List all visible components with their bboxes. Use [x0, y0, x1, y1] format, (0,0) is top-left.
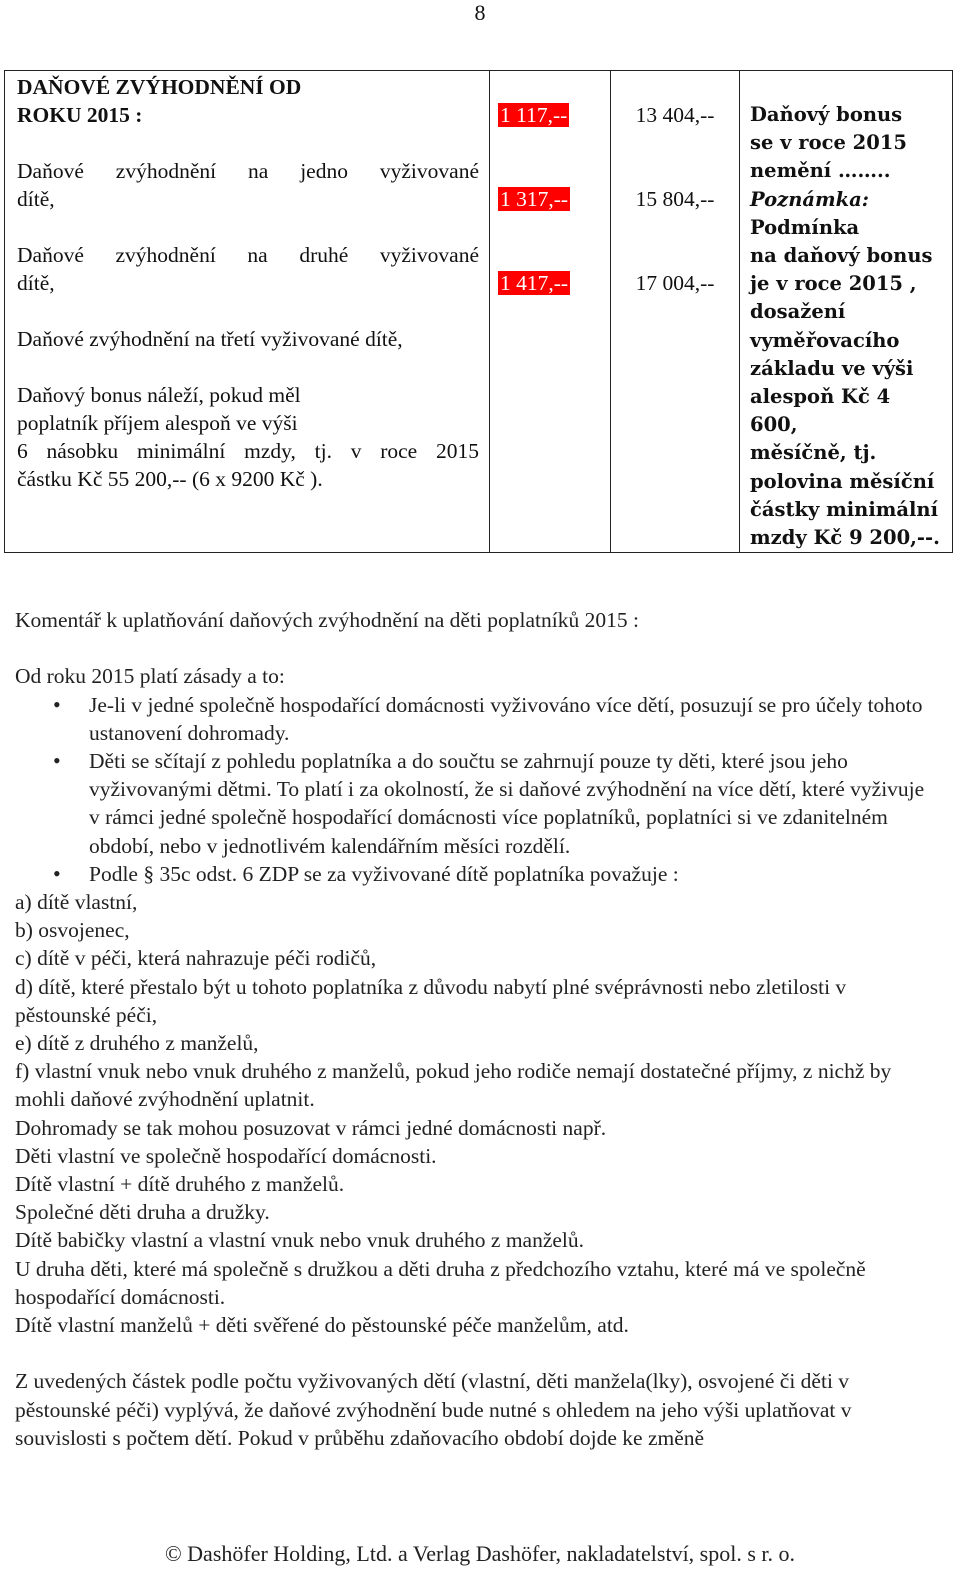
monthly-amount-cell: [490, 71, 611, 553]
yearly-amount-cell: [611, 71, 740, 553]
tax-benefit-table: [4, 70, 953, 553]
note-line-8: dosažení: [750, 300, 846, 324]
bonus-condition: Daňový bonus náleží, pokud měl poplatník příjem alespoň ve výši 6 násobku minimální mzdy, tj. v roce 2015 částku Kč 55 200,-- (6 x 9200 Kč ).: [17, 383, 479, 491]
household-example-2: Dítě vlastní + dítě druhého z manželů.: [15, 1172, 345, 1197]
household-example-6: Dítě vlastní manželů + děti svěřené do pěstounské péče manželům, atd.: [15, 1313, 629, 1338]
child-type-a: a) dítě vlastní,: [15, 890, 138, 915]
note-line-6: na daňový bonus: [750, 244, 933, 268]
note-line-1: Daňový bonus: [750, 103, 903, 126]
note-line-12: měsíčně, tj.: [750, 441, 877, 465]
note-cell: [740, 71, 953, 553]
household-example-4: Dítě babičky vlastní a vlastní vnuk nebo vnuk druhého z manželů.: [15, 1228, 585, 1253]
note-line-13: polovina měsíční: [750, 469, 935, 493]
household-example-3: Společné děti druha a družky.: [15, 1200, 270, 1225]
child-type-e: e) dítě z druhého z manželů,: [15, 1031, 259, 1056]
yearly-amount-3: 17 004,--: [635, 271, 715, 295]
row-1-label: Daňové zvýhodnění na jedno vyživované dítě,: [17, 159, 479, 211]
note-line-11: alespoň Kč 4 600,: [750, 385, 891, 437]
note-line-2: se v roce 2015: [750, 131, 907, 155]
monthly-amount-2: 1 317,--: [500, 187, 569, 211]
table-heading: [17, 73, 479, 129]
row-3-label: Daňové zvýhodnění na třetí vyživované dítě,: [17, 327, 403, 351]
page-number: 8: [474, 0, 486, 25]
note-line-9: vyměřovacího: [750, 328, 900, 352]
closing-paragraph: Z uvedených částek podle počtu vyživovaných dětí (vlastní, děti manžela(lky), osvojené či děti v pěstounské péči) vyplývá, že daňové zvýhodnění bude nutné s ohledem na jeho výši uplatňovat v souvislosti s počtem dětí. Pokud v průběhu zdaňovacího období dojde ke změně: [15, 1369, 852, 1450]
heading-line-1: DAŇOVÉ ZVÝHODNĚNÍ OD: [17, 75, 302, 99]
comment-intro: Od roku 2015 platí zásady a to:: [15, 664, 285, 689]
child-type-d: d) dítě, které přestalo být u tohoto poplatníka z důvodu nabytí plné svéprávnosti nebo zletilosti v pěstounské péči,: [15, 974, 847, 1027]
note-label: Poznámka:: [750, 187, 870, 211]
child-type-c: c) dítě v péči, která nahrazuje péči rodičů,: [15, 946, 377, 971]
child-type-f: f) vlastní vnuk nebo vnuk druhého z manželů, pokud jeho rodiče nemají dostatečné příjmy, z nichž by mohli daňové zvýhodnění uplatnit.: [15, 1059, 892, 1112]
note-line-7: je v roce 2015 ,: [750, 272, 917, 296]
household-example-1: Děti vlastní ve společně hospodařící domácnosti.: [15, 1143, 437, 1168]
rules-list: [15, 691, 935, 888]
rule-item-3: • Podle § 35c odst. 6 ZDP se za vyživované dítě poplatníka považuje :: [15, 860, 935, 888]
yearly-amount-2: 15 804,--: [635, 187, 715, 211]
note-line-15: mzdy Kč 9 200,--.: [750, 526, 940, 550]
child-type-b: b) osvojenec,: [15, 918, 130, 943]
yearly-amount-1: 13 404,--: [635, 103, 715, 127]
rule-item-2: • Děti se sčítají z pohledu poplatníka a do součtu se zahrnují pouze ty děti, které jsou jeho vyživovanými dětmi. To platí i za okolností, že si daňové zvýhodnění na více dětí, které vyživuje v rámci jedné společně hospodařící domácnosti více poplatníků, poplatníci si ve zdanitelném období, nebo v jednotlivém kalendářním měsíci rozdělí.: [15, 747, 935, 860]
monthly-amount-3: 1 417,--: [500, 271, 569, 295]
note-line-3: nemění ……..: [750, 159, 891, 183]
comment-title: Komentář k uplatňování daňových zvýhodnění na děti poplatníků 2015 :: [15, 608, 639, 632]
row-2-label: Daňové zvýhodnění na druhé vyživované dítě,: [17, 243, 479, 295]
heading-line-2: ROKU 2015 :: [17, 103, 143, 127]
household-example-5: U druha děti, které má společně s družkou a děti druha z předchozího vztahu, které má ve společně hospodařící domácnosti.: [15, 1256, 866, 1309]
note-line-10: základu ve výši: [750, 356, 914, 380]
copyright-footer: © Dashöfer Holding, Ltd. a Verlag Dashöfer, nakladatelství, spol. s r. o.: [164, 1541, 796, 1566]
monthly-amount-1: 1 117,--: [500, 103, 568, 127]
description-cell: [5, 71, 490, 553]
note-line-5: Podmínka: [750, 215, 860, 239]
comment-section: [15, 606, 935, 1452]
rule-item-1: • Je-li v jedné společně hospodařící domácnosti vyživováno více dětí, posuzují se pro účely tohoto ustanovení dohromady.: [15, 691, 935, 747]
note-line-14: částky minimální: [750, 497, 939, 521]
household-intro: Dohromady se tak mohou posuzovat v rámci jedné domácnosti např.: [15, 1115, 607, 1140]
